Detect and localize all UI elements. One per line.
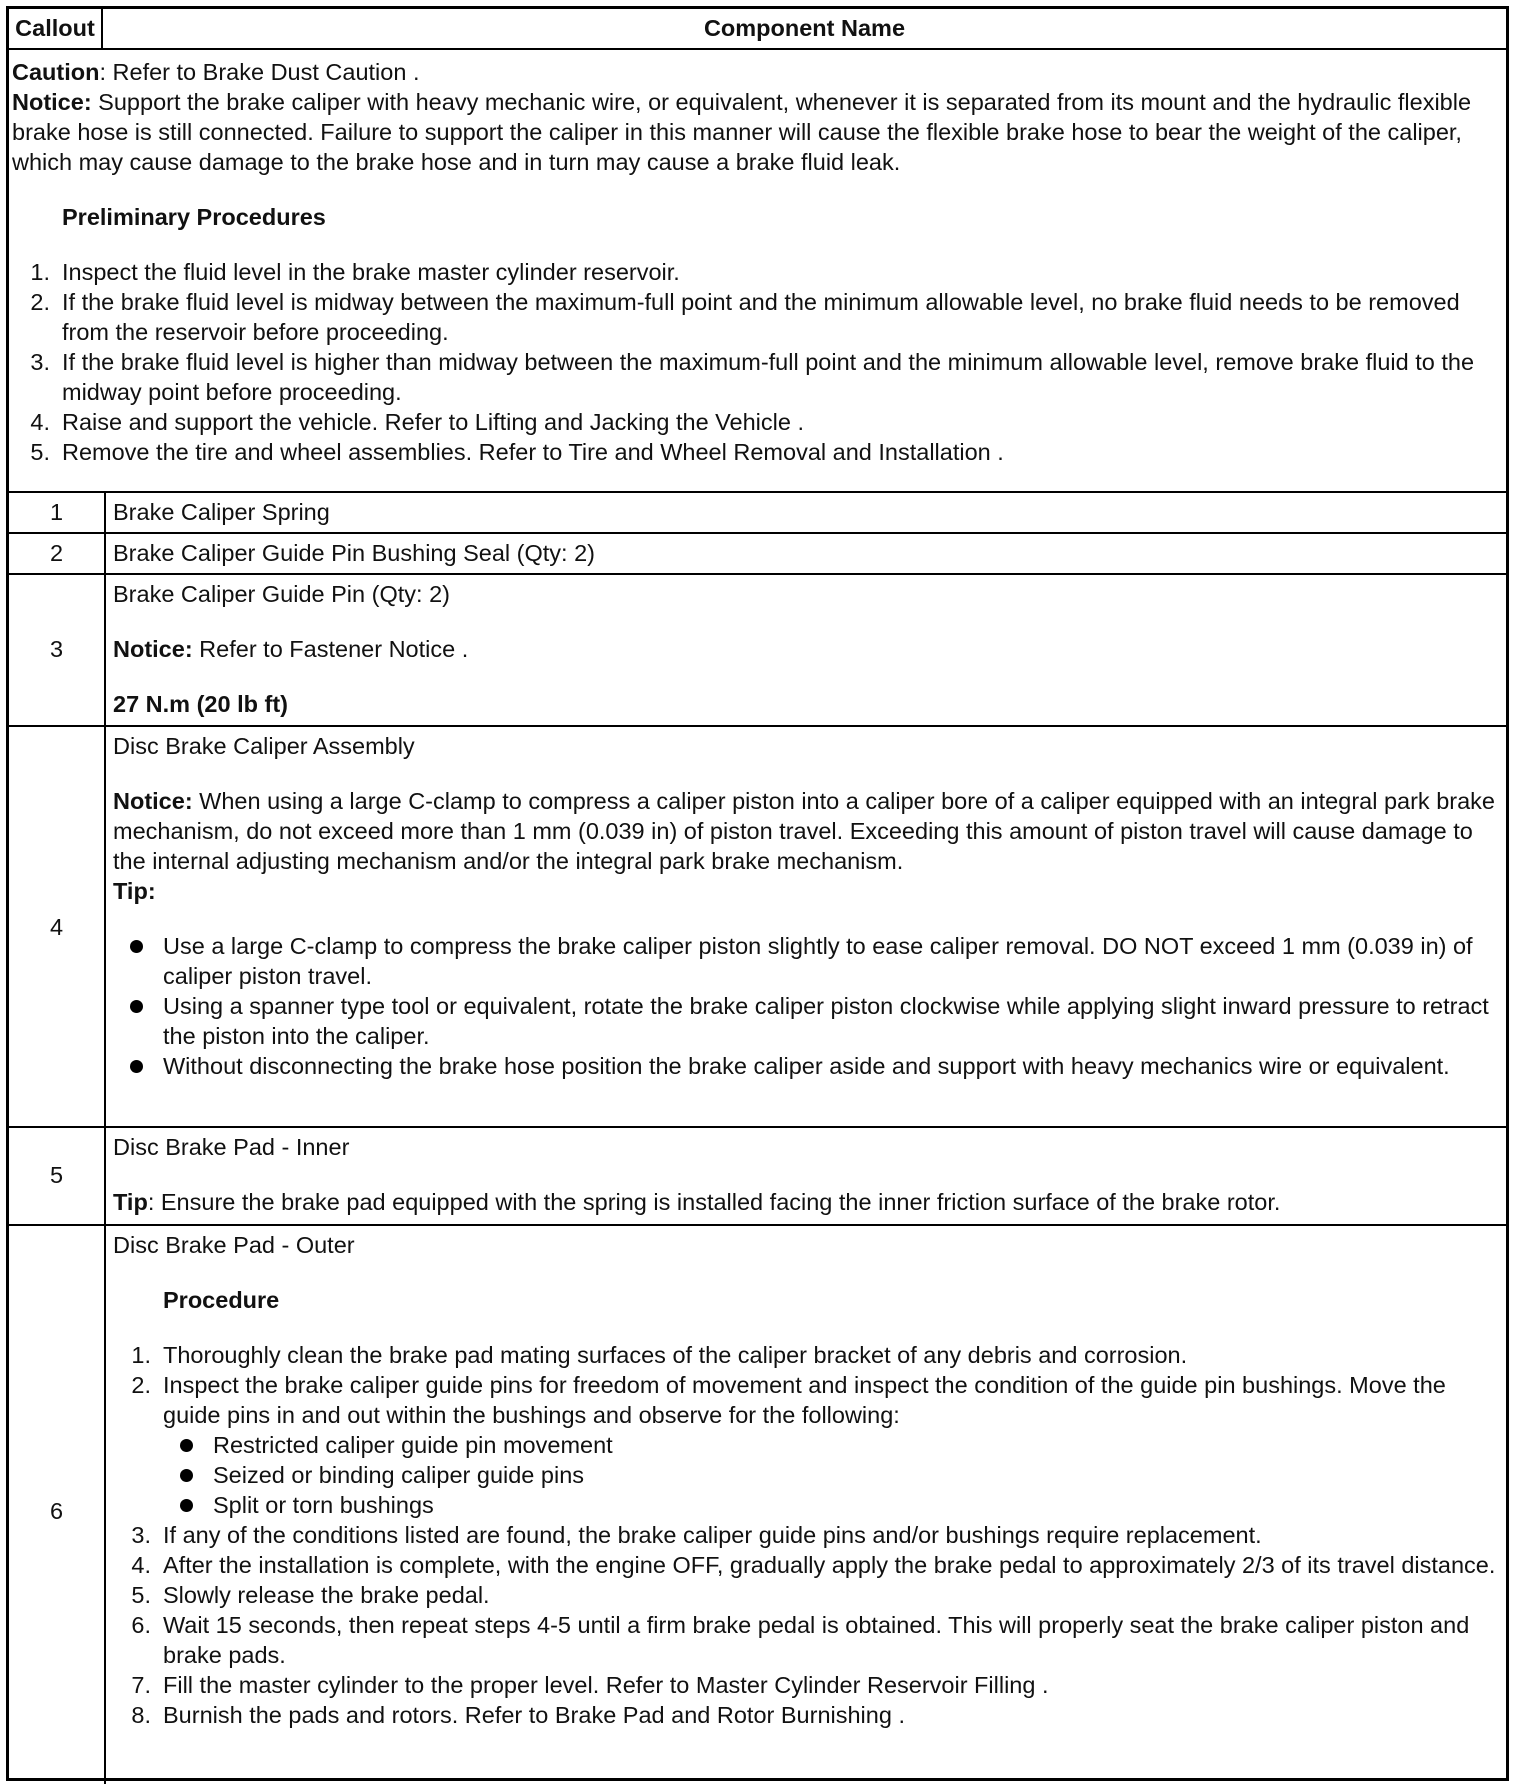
component-name-header: Component Name [703, 15, 906, 41]
callout-number: 3 [49, 636, 64, 662]
list-item: 1. Inspect the fluid level in the brake master cylinder reservoir. [30, 259, 680, 285]
list-item: Use a large C-clamp to compress the brake caliper piston slightly to ease caliper removal. DO NOT exceed 1 mm (0.039 in) of caliper piston travel. [113, 931, 1506, 991]
list-item: Without disconnecting the brake hose position the brake caliper aside and support with heavy mechanics wire or equivalent. [113, 1051, 1506, 1081]
tip-bullets [113, 931, 1506, 1081]
callout-number: 4 [49, 914, 64, 940]
callout-column-divider [104, 492, 106, 1784]
component-cell [113, 731, 1506, 1081]
component-name: Brake Caliper Spring [113, 499, 330, 525]
list-item: 8. Burnish the pads and rotors. Refer to Brake Pad and Rotor Burnishing . [131, 1702, 905, 1728]
callout-header: Callout [15, 15, 95, 41]
list-item: 2. If the brake fluid level is midway between the maximum-full point and the minimum allowable level, no brake fluid needs to be removed from the reservoir before proceeding. [30, 289, 1460, 345]
caution-label: Caution [12, 59, 100, 85]
notice-line: Notice: Refer to Fastener Notice . [113, 636, 469, 662]
list-item: 4. Raise and support the vehicle. Refer to Lifting and Jacking the Vehicle . [30, 409, 805, 435]
caution-text: : Refer to Brake Dust Caution . [99, 59, 420, 85]
callout-number: 1 [49, 499, 64, 525]
caution-line [12, 57, 1502, 87]
tip-line: Tip: [113, 878, 156, 904]
component-cell [113, 1230, 1506, 1730]
notice-text: Support the brake caliper with heavy mechanic wire, or equivalent, whenever it is separated from its mount and the hydraulic flexible brake hose is still connected. Failure to support the caliper in this manner will cause the flexible brake hose to bear the weight of the caliper, which may cause damage to the brake hose and in turn may cause a brake fluid leak. [12, 89, 1472, 175]
notice-paragraph [12, 87, 1502, 177]
preliminary-procedures-title: Preliminary Procedures [62, 204, 326, 230]
intro-section [12, 57, 1502, 467]
procedure-table [6, 6, 1509, 1781]
procedure-steps-list [113, 1340, 1506, 1730]
list-item: 2. Inspect the brake caliper guide pins for freedom of movement and inspect the condition of the guide pin bushings. Move the guide pins in and out within the bushings and observe for the following: Restricted caliper guide pin movement Seized or binding caliper guide pins Split or torn bushings [113, 1370, 1506, 1520]
list-item: Using a spanner type tool or equivalent, rotate the brake caliper piston clockwise while applying slight inward pressure to retract the piston into the caliper. [113, 991, 1506, 1051]
callout-number: 6 [49, 1498, 64, 1524]
tip-line: Tip: Ensure the brake pad equipped with the spring is installed facing the inner friction surface of the brake rotor. [113, 1189, 1281, 1215]
list-item: 3. If the brake fluid level is higher than midway between the maximum-full point and the minimum allowable level, remove brake fluid to the midway point before proceeding. [30, 349, 1475, 405]
intro-divider [9, 491, 1506, 493]
component-cell [113, 1132, 1503, 1217]
list-item: 5. Remove the tire and wheel assemblies. Refer to Tire and Wheel Removal and Installation . [30, 439, 1004, 465]
notice-label: Notice: [12, 89, 92, 115]
procedure-title: Procedure [163, 1287, 280, 1313]
component-name: Disc Brake Caliper Assembly [113, 733, 415, 759]
list-item: Split or torn bushings [163, 1490, 1506, 1520]
row-divider [9, 725, 1506, 727]
list-item: Restricted caliper guide pin movement [163, 1430, 1506, 1460]
header-divider [9, 48, 1506, 50]
row-divider [9, 573, 1506, 575]
component-name: Brake Caliper Guide Pin Bushing Seal (Qty: 2) [113, 540, 595, 566]
list-item: 1. Thoroughly clean the brake pad mating surfaces of the caliper bracket of any debris and corrosion. [131, 1342, 1188, 1368]
row-divider [9, 532, 1506, 534]
row-divider [9, 1224, 1506, 1226]
callout-number: 5 [49, 1162, 64, 1188]
condition-bullets [163, 1430, 1506, 1520]
component-name: Disc Brake Pad - Outer [113, 1232, 355, 1258]
preliminary-steps-list [12, 257, 1502, 467]
row-divider [9, 1126, 1506, 1128]
list-item: 3. If any of the conditions listed are found, the brake caliper guide pins and/or bushings require replacement. [131, 1522, 1262, 1548]
component-name: Disc Brake Pad - Inner [113, 1134, 350, 1160]
list-item: Seized or binding caliper guide pins [163, 1460, 1506, 1490]
component-name: Brake Caliper Guide Pin (Qty: 2) [113, 581, 450, 607]
list-item: 7. Fill the master cylinder to the proper level. Refer to Master Cylinder Reservoir Filling . [131, 1672, 1049, 1698]
list-item: 4. After the installation is complete, with the engine OFF, gradually apply the brake pedal to approximately 2/3 of its travel distance. [131, 1552, 1496, 1578]
torque-spec: 27 N.m (20 lb ft) [113, 691, 288, 717]
notice-paragraph: Notice: When using a large C-clamp to compress a caliper piston into a caliper bore of a caliper equipped with an integral park brake mechanism, do not exceed more than 1 mm (0.039 in) of piston travel. Exceeding this amount of piston travel will cause damage to the internal adjusting mechanism and/or the integral park brake mechanism. [113, 788, 1495, 874]
list-item: 5. Slowly release the brake pedal. [131, 1582, 490, 1608]
component-cell [113, 579, 1503, 719]
list-item: 6. Wait 15 seconds, then repeat steps 4-5 until a firm brake pedal is obtained. This will properly seat the brake caliper piston and brake pads. [131, 1612, 1470, 1668]
callout-number: 2 [49, 540, 64, 566]
